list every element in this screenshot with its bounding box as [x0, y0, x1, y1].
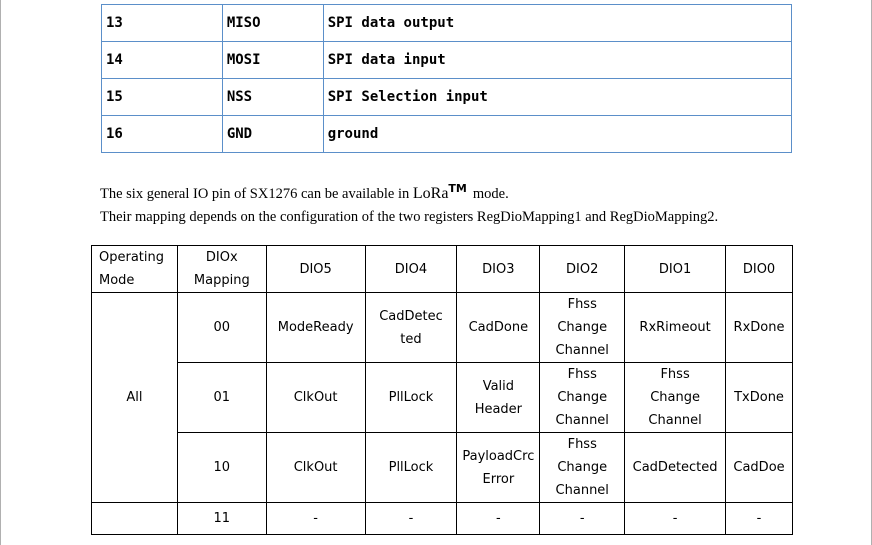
- dio0-cell: -: [726, 503, 793, 535]
- dio4-cell: PllLock: [365, 363, 457, 433]
- dio3-cell: CadDone: [457, 293, 540, 363]
- dio2-cell: Fhss Change Channel: [540, 293, 625, 363]
- dio5-cell: -: [266, 503, 365, 535]
- pin-name: MOSI: [222, 42, 323, 79]
- header-dio5: DIO5: [266, 246, 365, 293]
- dio0-cell: RxDone: [726, 293, 793, 363]
- dio5-cell: ClkOut: [266, 433, 365, 503]
- table-row: [92, 433, 793, 503]
- header-dio1: DIO1: [625, 246, 726, 293]
- page-edge-left: [0, 0, 1, 545]
- pin-name: NSS: [222, 79, 323, 116]
- header-dio4: DIO4: [365, 246, 457, 293]
- dio0-cell: TxDone: [726, 363, 793, 433]
- table-row: [102, 116, 792, 153]
- pin-name: MISO: [222, 5, 323, 42]
- dio1-cell: Fhss Change Channel: [625, 363, 726, 433]
- dio0-cell: CadDoe: [726, 433, 793, 503]
- table-header-row: [92, 246, 793, 293]
- table-row: [92, 293, 793, 363]
- table-row: [92, 503, 793, 535]
- dio4-cell: CadDetec ted: [365, 293, 457, 363]
- table-row: [102, 42, 792, 79]
- dio2-cell: Fhss Change Channel: [540, 433, 625, 503]
- paragraph-line-2: Their mapping depends on the configuration of the two registers RegDioMapping1 and RegDioMapping2.: [100, 209, 719, 225]
- header-diox-mapping: DIOx Mapping: [177, 246, 266, 293]
- paragraph-text: The six general IO pin of SX1276 can be available in: [100, 186, 413, 202]
- pin-number: 14: [102, 42, 223, 79]
- dio1-cell: RxRimeout: [625, 293, 726, 363]
- dio1-cell: CadDetected: [625, 433, 726, 503]
- table-row: [102, 79, 792, 116]
- dio2-cell: -: [540, 503, 625, 535]
- paragraph-line-1: [100, 177, 718, 206]
- pin-table: [101, 4, 792, 153]
- mapping-cell: 01: [177, 363, 266, 433]
- header-operating-mode: Operating Mode: [92, 246, 178, 293]
- dio5-cell: ModeReady: [266, 293, 365, 363]
- header-dio3: DIO3: [457, 246, 540, 293]
- pin-description: SPI data input: [323, 42, 791, 79]
- table-row: [102, 5, 792, 42]
- dio-mapping-table: [91, 245, 793, 535]
- pin-description: SPI Selection input: [323, 79, 791, 116]
- dio1-cell: -: [625, 503, 726, 535]
- dio5-cell: ClkOut: [266, 363, 365, 433]
- mapping-cell: 11: [177, 503, 266, 535]
- paragraph-text: mode.: [472, 186, 509, 202]
- header-dio2: DIO2: [540, 246, 625, 293]
- operating-mode-cell: All: [92, 293, 178, 503]
- dio3-cell: Valid Header: [457, 363, 540, 433]
- dio3-cell: -: [457, 503, 540, 535]
- pin-number: 15: [102, 79, 223, 116]
- dio3-cell: PayloadCrc Error: [457, 433, 540, 503]
- pin-name: GND: [222, 116, 323, 153]
- header-dio0: DIO0: [726, 246, 793, 293]
- mapping-cell: 10: [177, 433, 266, 503]
- pin-description: SPI data output: [323, 5, 791, 42]
- dio4-cell: -: [365, 503, 457, 535]
- table-row: [92, 363, 793, 433]
- pin-number: 13: [102, 5, 223, 42]
- pin-number: 16: [102, 116, 223, 153]
- lora-word: LoRa: [412, 185, 449, 202]
- dio2-cell: Fhss Change Channel: [540, 363, 625, 433]
- dio4-cell: PllLock: [365, 433, 457, 503]
- pin-description: ground: [323, 116, 791, 153]
- description-paragraph: [100, 177, 718, 229]
- mapping-cell: 00: [177, 293, 266, 363]
- operating-mode-cell-empty: [92, 503, 178, 535]
- trademark-mark: TM: [448, 182, 467, 195]
